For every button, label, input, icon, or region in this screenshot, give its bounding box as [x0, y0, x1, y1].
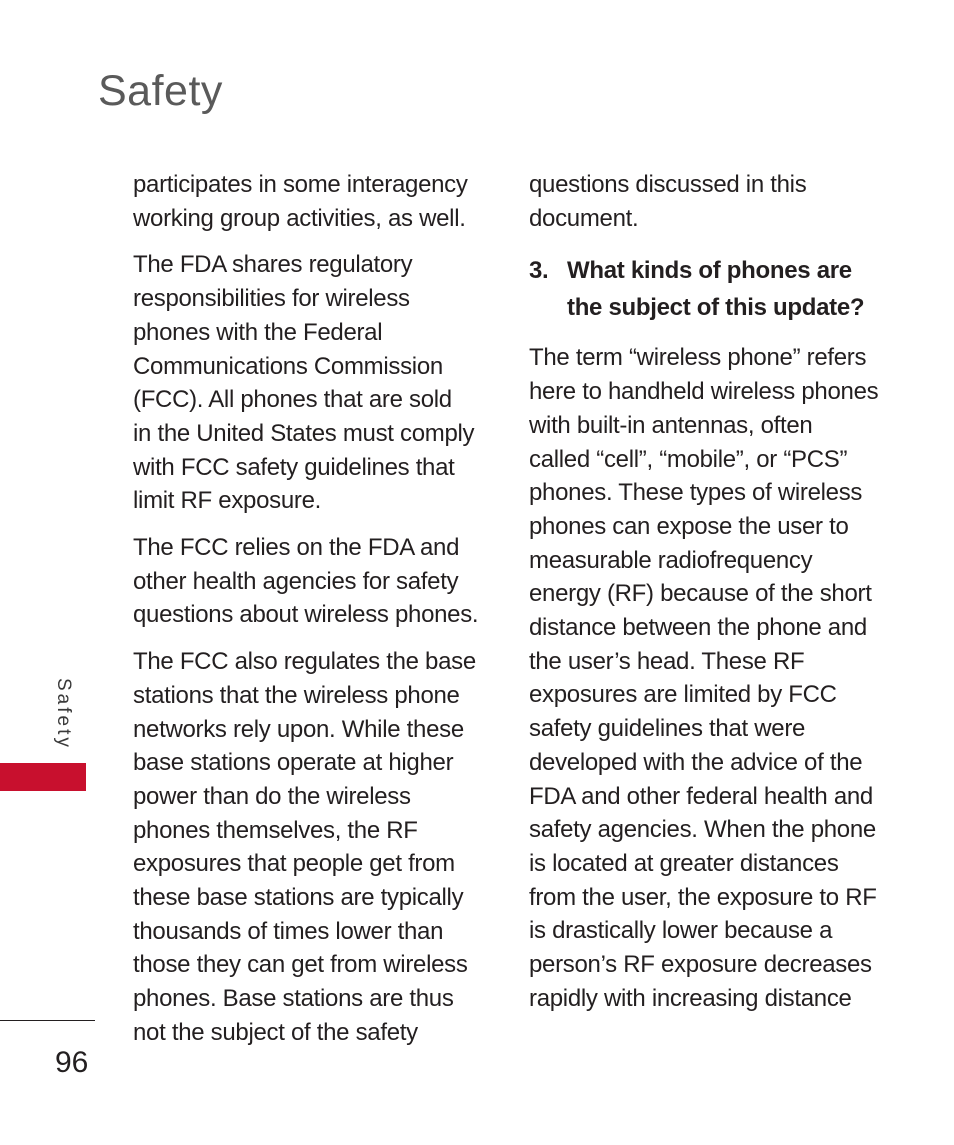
text-line: limit RF exposure. — [133, 487, 321, 515]
text-line: is located at greater distances — [529, 849, 839, 877]
text-line: The FCC relies on the FDA and — [133, 534, 460, 562]
text-line: document. — [529, 204, 639, 232]
text-line: distance between the phone and — [529, 614, 867, 642]
paragraph — [529, 168, 889, 235]
text-line: phones with the Federal — [133, 318, 383, 346]
text-line: other health agencies for safety — [133, 567, 459, 595]
text-line: these base stations are typically — [133, 884, 464, 912]
text-line: power than do the wireless — [133, 782, 411, 810]
text-line: The term “wireless phone” refers — [529, 344, 867, 372]
text-line: phones. These types of wireless — [529, 479, 863, 507]
question-text — [567, 252, 864, 326]
page-number: 96 — [55, 1046, 89, 1079]
paragraph — [133, 645, 493, 1049]
paragraph — [133, 531, 493, 632]
text-line: the user’s head. These RF — [529, 647, 805, 675]
text-line: not the subject of the safety — [133, 1018, 418, 1046]
text-line: The FCC also regulates the base — [133, 648, 476, 676]
question-number: 3. — [529, 257, 549, 285]
text-line: in the United States must comply — [133, 419, 475, 447]
paragraph — [529, 341, 889, 1015]
side-tab-bar — [0, 763, 86, 791]
text-line: Communications Commission — [133, 352, 443, 380]
text-line: exposures that people get from — [133, 850, 455, 878]
text-line: with built-in antennas, often — [529, 411, 813, 439]
text-line: those they can get from wireless — [133, 951, 468, 979]
text-line: thousands of times lower than — [133, 917, 444, 945]
text-line: exposures are limited by FCC — [529, 681, 837, 709]
text-line: safety agencies. When the phone — [529, 816, 876, 844]
paragraph — [133, 248, 493, 518]
side-tab-label: Safety — [53, 678, 74, 750]
text-line: safety guidelines that were — [529, 715, 806, 743]
text-line: networks rely upon. While these — [133, 715, 464, 743]
text-line: phones themselves, the RF — [133, 816, 418, 844]
text-line: phones. Base stations are thus — [133, 985, 454, 1013]
right-column — [529, 168, 889, 1028]
text-line: questions discussed in this — [529, 171, 807, 198]
text-line: from the user, the exposure to RF — [529, 883, 877, 911]
text-line: phones can expose the user to — [529, 512, 849, 540]
text-line: energy (RF) because of the short — [529, 580, 872, 608]
footer-divider — [0, 1020, 95, 1021]
text-line: rapidly with increasing distance — [529, 984, 852, 1012]
text-line: (FCC). All phones that are sold — [133, 386, 452, 414]
text-line: The FDA shares regulatory — [133, 251, 413, 279]
text-line: responsibilities for wireless — [133, 285, 410, 313]
paragraph — [133, 168, 493, 235]
text-line: with FCC safety guidelines that — [133, 453, 455, 481]
text-line: What kinds of phones are — [567, 257, 852, 285]
text-line: called “cell”, “mobile”, or “PCS” — [529, 445, 848, 473]
text-line: here to handheld wireless phones — [529, 378, 879, 406]
page-title: Safety — [98, 67, 223, 115]
left-column — [133, 168, 493, 1063]
text-line: person’s RF exposure decreases — [529, 951, 872, 979]
text-line: measurable radiofrequency — [529, 546, 813, 574]
text-line: questions about wireless phones. — [133, 601, 479, 629]
text-line: developed with the advice of the — [529, 748, 863, 776]
text-line: participates in some interagency — [133, 171, 468, 198]
text-line: stations that the wireless phone — [133, 681, 460, 709]
text-line: is drastically lower because a — [529, 917, 833, 945]
text-line: working group activities, as well. — [133, 204, 466, 232]
text-line: FDA and other federal health and — [529, 782, 873, 810]
text-line: base stations operate at higher — [133, 749, 454, 777]
section-question — [529, 252, 889, 326]
text-line: the subject of this update? — [567, 294, 865, 322]
